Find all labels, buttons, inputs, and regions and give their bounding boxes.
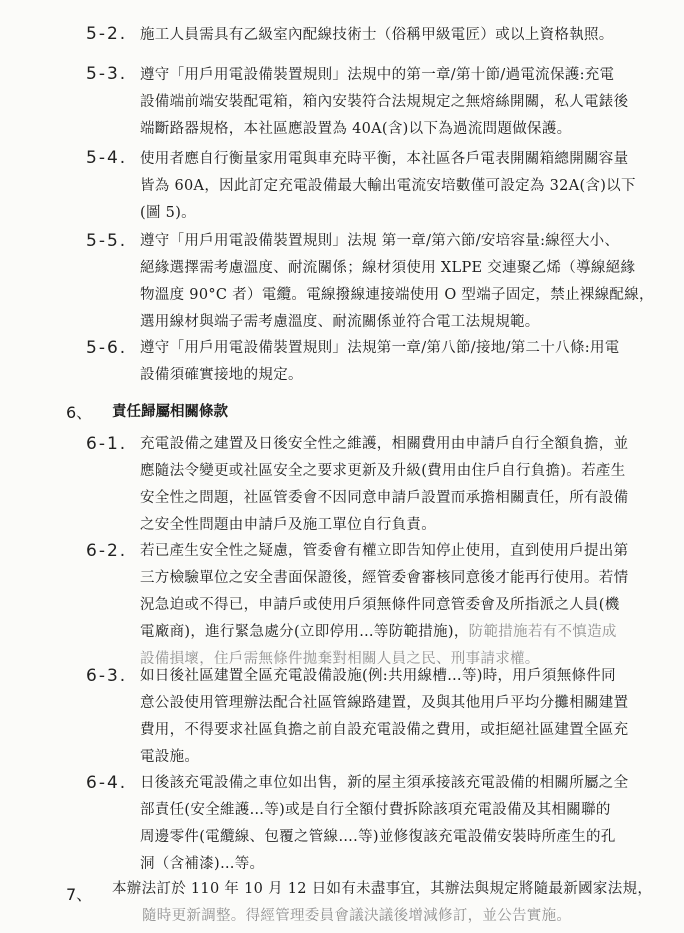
text-line-part: 電廠商)，進行緊急處分(立即停用…等防範措施)， <box>140 624 469 640</box>
clause-number: 6-2. <box>86 541 128 561</box>
clause-number: 6-3. <box>86 666 128 686</box>
text-line: 物溫度 90°C 者）電纜。電線撥線連接端使用 O 型端子固定，禁止裸線配線， <box>140 287 654 303</box>
clause-number: 5-5. <box>86 231 128 251</box>
text-line: 部責任(安全維護…等)或是自行全額付費拆除該項充電設備及其相關聯的 <box>140 802 611 818</box>
faded-text-line: 隨時更新調整。得經管理委員會議決議後增減修訂，並公告實施。 <box>142 908 572 924</box>
text-line: 若已產生安全性之疑慮，管委會有權立即告知停止使用，直到使用戶提出第 <box>140 543 629 559</box>
text-line: 意公設使用管理辦法配合社區管線路建置，及與其他用戶平均分攤相關建置 <box>140 695 629 711</box>
text-line: 安全性之問題，社區管委會不因同意申請戶設置而承擔相關責任，所有設備 <box>140 490 629 506</box>
clause-text <box>140 431 628 539</box>
text-line: 費用，不得要求社區負擔之前自設充電設備之費用，或拒絕社區建置全區充 <box>140 722 629 738</box>
text-line: 絕緣選擇需考慮溫度、耐流關係；線材須使用 XLPE 交連聚乙烯（導線絕緣 <box>140 260 636 276</box>
text-line: 遵守「用戶用電設備裝置規則」法規第一章/第八節/接地/第二十八條:用電 <box>140 340 620 356</box>
text-line: 如日後社區建置全區充電設備設施(例:共用線槽…等)時，用戶須無條件同 <box>140 668 616 684</box>
text-line: 周邊零件(電纜線、包覆之管線….等)並修復該充電設備安裝時所產生的孔 <box>140 829 616 845</box>
text-line: 設備端前端安裝配電箱，箱內安裝符合法規規定之無熔絲開關，私人電錶後 <box>140 94 629 110</box>
faded-text-line: 設備損壞，住戶需無條件拋棄對相關人員之民、刑事請求權。 <box>140 651 540 667</box>
text-line: 洞（含補漆)…等。 <box>140 856 265 872</box>
text-line: 應隨法令變更或社區安全之要求更新及升級(費用由住戶自行負擔)。若產生 <box>140 463 626 479</box>
clause-text <box>140 62 628 143</box>
text-line: 遵守「用戶用電設備裝置規則」法規中的第一章/第十節/過電流保護:充電 <box>140 67 615 83</box>
clause-text <box>140 335 620 389</box>
text-line: 本辦法訂於 110 年 10 月 12 日如有未盡事宜，其辦法與規定將隨最新國家法規， <box>112 881 653 897</box>
text-line: 況急迫或不得已，申請戶或使用戶須無條件同意管委會及所指派之人員(機 <box>140 597 620 613</box>
text-line: 充電設備之建置及日後安全性之維護，相關費用由申請戶自行全額負擔，並 <box>140 436 629 452</box>
text-line: 使用者應自行衡量家用電與車充時平衡，本社區各戶電表開關箱總開關容量 <box>140 151 629 167</box>
clause-text <box>140 663 628 771</box>
text-line: 施工人員需具有乙級室內配線技術士（俗稱甲級電匠）或以上資格執照。 <box>140 27 614 43</box>
text-line: 選用線材與端子需考慮溫度、耐流關係並符合電工法規規範。 <box>140 314 540 330</box>
text-line: 端斷路器規格，本社區應設置為 40A(含)以下為過流問題做保護。 <box>140 121 572 137</box>
clause-number: 5-2. <box>86 24 128 44</box>
text-line <box>140 619 628 646</box>
text-line: (圖 5)。 <box>140 205 196 221</box>
clause-number: 5-4. <box>86 148 128 168</box>
clause-text <box>140 146 636 227</box>
text-line: 遵守「用戶用電設備裝置規則」法規 第一章/第六節/安培容量:線徑大小、 <box>140 233 620 249</box>
text-line: 之安全性問題由申請戶及施工單位自行負責。 <box>140 517 436 533</box>
clause-number: 5-3. <box>86 64 128 84</box>
clause-text <box>140 22 614 49</box>
text-line: 設備須確實接地的規定。 <box>140 367 303 383</box>
clause-number: 6-4. <box>86 773 128 793</box>
section-title: 責任歸屬相關條款 <box>112 403 228 420</box>
section-number: 6、 <box>66 403 93 422</box>
clause-number: 5-6. <box>86 338 128 358</box>
section-text <box>112 876 652 930</box>
clause-number: 6-1. <box>86 434 128 454</box>
text-line: 日後該充電設備之車位如出售，新的屋主須承接該充電設備的相關所屬之全 <box>140 775 629 791</box>
text-line: 電設施。 <box>140 749 200 765</box>
text-line: 皆為 60A，因此訂定充電設備最大輸出電流安培數僅可設定為 32A(含)以下 <box>140 178 636 194</box>
clause-text <box>140 770 628 878</box>
text-line: 三方檢驗單位之安全書面保證後，經管委會審核同意後才能再行使用。若情 <box>140 570 629 586</box>
section-number: 7、 <box>66 885 93 904</box>
clause-text <box>140 228 654 336</box>
faded-text: 防範措施若有不慎造成 <box>468 624 617 640</box>
clause-text <box>140 538 628 673</box>
